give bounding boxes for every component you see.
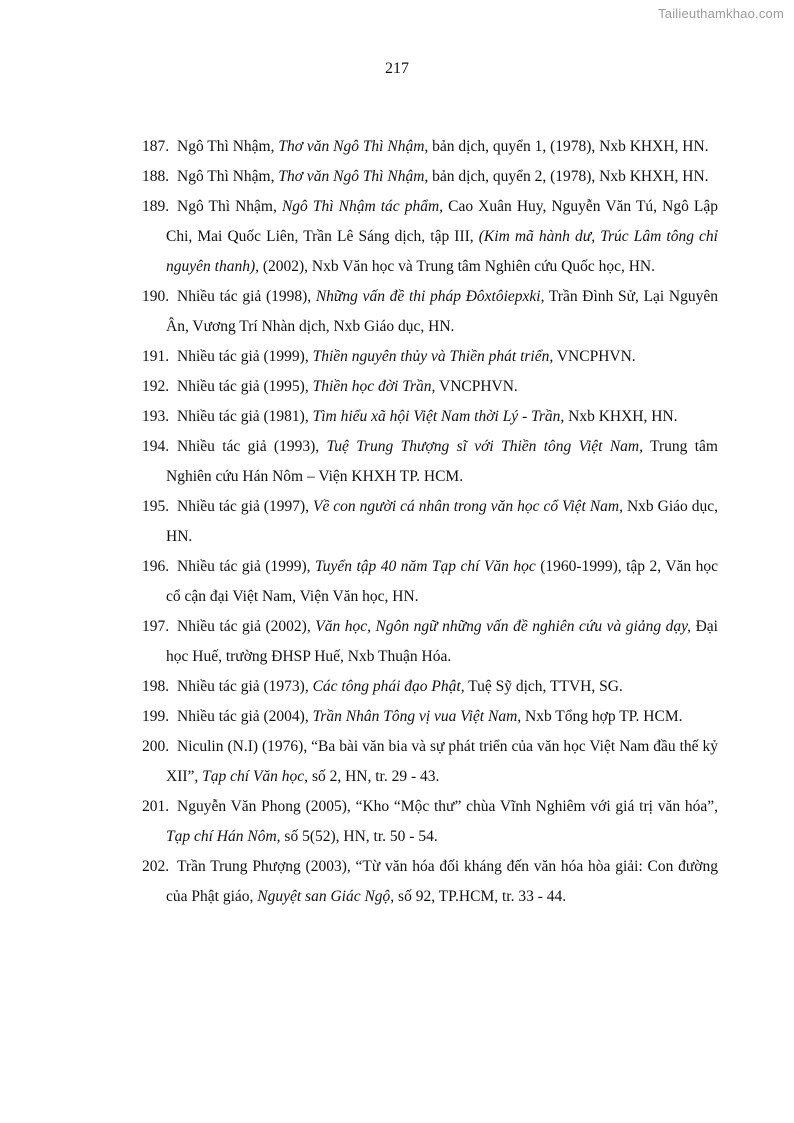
- reference-text: Nxb Tổng hợp TP. HCM.: [521, 708, 683, 725]
- reference-text: số 5(52), HN, tr. 50 - 54.: [280, 828, 438, 845]
- reference-title: Nguyệt san Giác Ngộ,: [257, 888, 395, 905]
- reference-text: Trần Đình Sử, Lại Nguyên Ân, Vương Trí Nhàn dịch, Nxb Giáo dục, HN.: [166, 288, 718, 335]
- reference-title: Tạp chí Văn học,: [202, 768, 309, 785]
- reference-number: 202.: [142, 858, 170, 875]
- reference-text: Nhiều tác giả (1981),: [177, 408, 313, 425]
- reference-title: Tuyển tập 40 năm Tạp chí Văn học: [315, 558, 536, 575]
- reference-item: [142, 132, 718, 162]
- reference-title: Về con người cá nhân trong văn học cổ Việt Nam,: [312, 498, 623, 515]
- reference-number: 195.: [142, 498, 170, 515]
- reference-text: Nhiều tác giả (1995),: [177, 378, 313, 395]
- reference-number: 192.: [142, 378, 170, 395]
- reference-item: [142, 192, 718, 282]
- reference-title: Tìm hiểu xã hội Việt Nam thời Lý - Trần,: [312, 408, 565, 425]
- reference-number: 194.: [142, 438, 170, 455]
- reference-number: 198.: [142, 678, 170, 695]
- reference-title: Ngô Thì Nhậm tác phẩm,: [281, 198, 444, 215]
- reference-text: Ngô Thì Nhậm,: [177, 168, 279, 185]
- reference-text: Nhiều tác giả (1993),: [177, 438, 327, 455]
- reference-title: Văn học, Ngôn ngữ những vấn đề nghiên cứu và giảng dạy,: [315, 618, 692, 635]
- page-number: 217: [385, 60, 409, 77]
- reference-item: [142, 612, 718, 672]
- reference-text: Đại học Huế, trường ĐHSP Huế, Nxb Thuận Hóa.: [166, 618, 718, 665]
- reference-title: Thơ văn Ngô Thì Nhậm,: [278, 168, 429, 185]
- reference-item: [142, 732, 718, 792]
- reference-text: Tuệ Sỹ dịch, TTVH, SG.: [464, 678, 623, 695]
- reference-item: [142, 282, 718, 342]
- reference-text: (2002), Nxb Văn học và Trung tâm Nghiên cứu Quốc học, HN.: [258, 258, 655, 275]
- reference-item: [142, 492, 718, 552]
- reference-title: Những vấn đề thi pháp Đôxtôiepxki,: [315, 288, 545, 305]
- reference-title: Các tông phái đạo Phật,: [312, 678, 465, 695]
- reference-text: Nxb Giáo dục, HN.: [166, 498, 719, 545]
- reference-number: 189.: [142, 198, 170, 215]
- reference-text: VNCPHVN.: [435, 378, 518, 395]
- reference-text: số 2, HN, tr. 29 - 43.: [308, 768, 440, 785]
- reference-title: Thơ văn Ngô Thì Nhậm,: [278, 138, 429, 155]
- reference-text: Nguyễn Văn Phong (2005), “Kho “Mộc thư” chùa Vĩnh Nghiêm với giá trị văn hóa”,: [177, 798, 718, 815]
- reference-number: 197.: [142, 618, 170, 635]
- reference-text: Ngô Thì Nhậm,: [177, 198, 282, 215]
- reference-title: Trần Nhân Tông vị vua Việt Nam,: [312, 708, 522, 725]
- reference-text: Trung tâm Nghiên cứu Hán Nôm – Viện KHXH TP. HCM.: [166, 438, 718, 485]
- reference-item: [142, 342, 718, 372]
- reference-text: VNCPHVN.: [553, 348, 636, 365]
- reference-item: [142, 792, 718, 852]
- reference-number: 200.: [142, 738, 170, 755]
- reference-item: [142, 402, 718, 432]
- reference-item: [142, 432, 718, 492]
- reference-text: Nhiều tác giả (1999),: [177, 558, 315, 575]
- reference-title: Tuệ Trung Thượng sĩ với Thiền tông Việt Nam,: [326, 438, 643, 455]
- reference-text: Nxb KHXH, HN.: [564, 408, 678, 425]
- reference-item: [142, 672, 718, 702]
- reference-title: Thiền học đời Trần,: [312, 378, 436, 395]
- reference-text: bản dịch, quyển 2, (1978), Nxb KHXH, HN.: [428, 168, 709, 185]
- reference-text: Trần Trung Phượng (2003), “Từ văn hóa đối kháng đến văn hóa hòa giải: Con đường của Phật giáo,: [166, 858, 718, 905]
- reference-item: [142, 552, 718, 612]
- reference-title: (Kim mã hành dư, Trúc Lâm tông chỉ nguyên thanh),: [166, 228, 718, 275]
- reference-title: Tạp chí Hán Nôm,: [166, 828, 281, 845]
- reference-item: [142, 702, 718, 732]
- reference-number: 199.: [142, 708, 170, 725]
- reference-item: [142, 852, 718, 912]
- reference-number: 187.: [142, 138, 170, 155]
- reference-text: Nhiều tác giả (1999),: [177, 348, 313, 365]
- reference-text: Nhiều tác giả (2002),: [177, 618, 316, 635]
- reference-number: 196.: [142, 558, 170, 575]
- reference-text: bản dịch, quyển 1, (1978), Nxb KHXH, HN.: [428, 138, 709, 155]
- reference-item: [142, 162, 718, 192]
- watermark: Tailieuthamkhao.com: [658, 6, 784, 21]
- reference-text: (1960-1999), tập 2, Văn học cổ cận đại Việt Nam, Viện Văn học, HN.: [166, 558, 718, 605]
- reference-number: 188.: [142, 168, 170, 185]
- reference-text: Niculin (N.I) (1976), “Ba bài văn bia và sự phát triển của văn học Việt Nam đầu thế kỷ XII”,: [166, 738, 718, 785]
- reference-number: 201.: [142, 798, 170, 815]
- reference-text: Nhiều tác giả (1973),: [177, 678, 313, 695]
- reference-number: 193.: [142, 408, 170, 425]
- reference-text: Nhiều tác giả (1998),: [177, 288, 316, 305]
- reference-text: Nhiều tác giả (2004),: [177, 708, 313, 725]
- reference-number: 191.: [142, 348, 170, 365]
- reference-text: Ngô Thì Nhậm,: [177, 138, 279, 155]
- reference-text: Cao Xuân Huy, Nguyễn Văn Tú, Ngô Lập Chi, Mai Quốc Liên, Trần Lê Sáng dịch, tập III,: [166, 198, 719, 245]
- reference-title: Thiền nguyên thủy và Thiền phát triển,: [312, 348, 554, 365]
- reference-number: 190.: [142, 288, 170, 305]
- reference-item: [142, 372, 718, 402]
- reference-list: [142, 132, 718, 912]
- reference-text: số 92, TP.HCM, tr. 33 - 44.: [394, 888, 567, 905]
- reference-text: Nhiều tác giả (1997),: [177, 498, 313, 515]
